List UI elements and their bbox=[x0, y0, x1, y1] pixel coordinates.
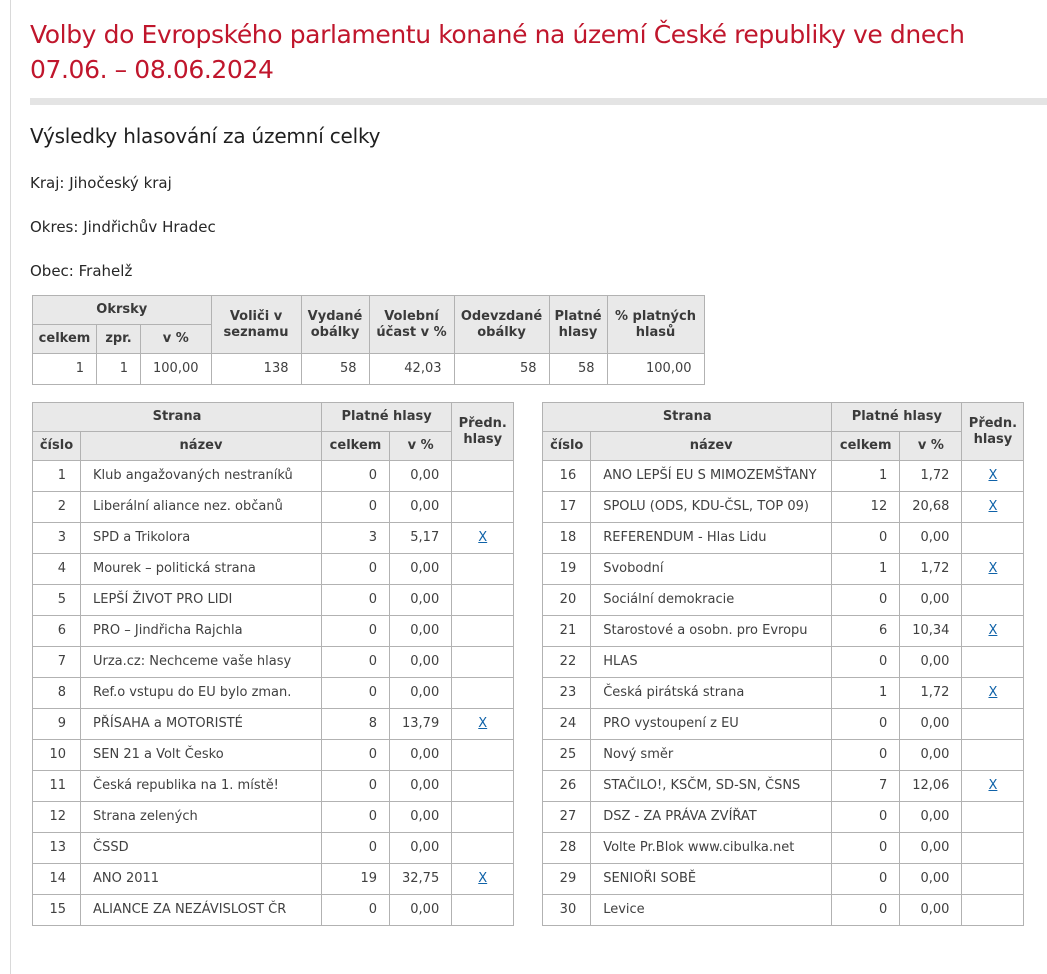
party-votes-cell: 0 bbox=[322, 678, 390, 709]
party-percent-cell: 0,00 bbox=[390, 492, 452, 523]
pref-votes-cell bbox=[962, 864, 1024, 895]
party-name-cell: ANO 2011 bbox=[81, 864, 322, 895]
header-celkem: celkem bbox=[832, 432, 900, 461]
party-number-cell: 25 bbox=[543, 740, 591, 771]
party-row bbox=[543, 771, 1024, 802]
party-row bbox=[33, 492, 514, 523]
party-percent-cell: 0,00 bbox=[900, 740, 962, 771]
pref-votes-cell bbox=[452, 771, 514, 802]
header-volici-v-seznamu: Voliči v seznamu bbox=[211, 296, 301, 354]
party-votes-cell: 0 bbox=[322, 492, 390, 523]
party-percent-cell: 5,17 bbox=[390, 523, 452, 554]
header-cislo: číslo bbox=[543, 432, 591, 461]
party-name-cell: Svobodní bbox=[591, 554, 832, 585]
party-number-cell: 1 bbox=[33, 461, 81, 492]
preferential-votes-link[interactable]: X bbox=[988, 623, 998, 638]
party-tables-container bbox=[32, 402, 1047, 926]
party-name-cell: Nový směr bbox=[591, 740, 832, 771]
party-name-cell: SPOLU (ODS, KDU-ČSL, TOP 09) bbox=[591, 492, 832, 523]
okres-label: Okres: bbox=[30, 218, 79, 236]
party-row bbox=[33, 771, 514, 802]
region-line-okres bbox=[30, 218, 1047, 236]
party-percent-cell: 0,00 bbox=[390, 616, 452, 647]
party-number-cell: 8 bbox=[33, 678, 81, 709]
party-row bbox=[543, 523, 1024, 554]
party-name-cell: Česká pirátská strana bbox=[591, 678, 832, 709]
party-percent-cell: 1,72 bbox=[900, 678, 962, 709]
party-percent-cell: 1,72 bbox=[900, 554, 962, 585]
party-number-cell: 7 bbox=[33, 647, 81, 678]
section-title: Výsledky hlasování za územní celky bbox=[30, 124, 381, 148]
region-line-kraj bbox=[30, 174, 1047, 192]
pref-votes-cell bbox=[962, 554, 1024, 585]
pref-votes-cell bbox=[452, 647, 514, 678]
pref-votes-cell bbox=[452, 709, 514, 740]
party-number-cell: 3 bbox=[33, 523, 81, 554]
pref-votes-cell bbox=[452, 740, 514, 771]
header-okrsky-group: Okrsky bbox=[33, 296, 212, 325]
pref-votes-cell bbox=[962, 678, 1024, 709]
party-name-cell: Liberální aliance nez. občanů bbox=[81, 492, 322, 523]
party-votes-cell: 1 bbox=[832, 461, 900, 492]
kraj-label: Kraj: bbox=[30, 174, 65, 192]
party-percent-cell: 0,00 bbox=[390, 771, 452, 802]
party-row bbox=[33, 678, 514, 709]
party-number-cell: 9 bbox=[33, 709, 81, 740]
party-votes-cell: 0 bbox=[322, 554, 390, 585]
pref-votes-cell bbox=[962, 585, 1024, 616]
party-name-cell: PRO vystoupení z EU bbox=[591, 709, 832, 740]
party-percent-cell: 20,68 bbox=[900, 492, 962, 523]
preferential-votes-link[interactable]: X bbox=[988, 499, 998, 514]
party-number-cell: 22 bbox=[543, 647, 591, 678]
header-okrsky-zpr: zpr. bbox=[97, 325, 141, 354]
cell-vydane: 58 bbox=[301, 354, 369, 385]
header-vydane-obalky: Vydané obálky bbox=[301, 296, 369, 354]
party-percent-cell: 13,79 bbox=[390, 709, 452, 740]
party-percent-cell: 0,00 bbox=[390, 554, 452, 585]
party-percent-cell: 0,00 bbox=[900, 802, 962, 833]
pref-votes-cell bbox=[452, 554, 514, 585]
header-vpct: v % bbox=[390, 432, 452, 461]
party-name-cell: Klub angažovaných nestraníků bbox=[81, 461, 322, 492]
party-number-cell: 6 bbox=[33, 616, 81, 647]
party-percent-cell: 0,00 bbox=[390, 802, 452, 833]
header-predn-hlasy: Předn. hlasy bbox=[452, 403, 514, 461]
preferential-votes-link[interactable]: X bbox=[478, 716, 488, 731]
party-percent-cell: 0,00 bbox=[900, 833, 962, 864]
preferential-votes-link[interactable]: X bbox=[988, 468, 998, 483]
party-number-cell: 28 bbox=[543, 833, 591, 864]
party-votes-cell: 6 bbox=[832, 616, 900, 647]
party-percent-cell: 0,00 bbox=[390, 678, 452, 709]
party-percent-cell: 0,00 bbox=[390, 647, 452, 678]
party-votes-cell: 7 bbox=[832, 771, 900, 802]
party-row bbox=[33, 523, 514, 554]
party-name-cell: Volte Pr.Blok www.cibulka.net bbox=[591, 833, 832, 864]
header-okrsky-vpct: v % bbox=[141, 325, 212, 354]
party-votes-cell: 0 bbox=[832, 585, 900, 616]
header-okrsky-celkem: celkem bbox=[33, 325, 97, 354]
party-name-cell: SPD a Trikolora bbox=[81, 523, 322, 554]
party-name-cell: Ref.o vstupu do EU bylo zman. bbox=[81, 678, 322, 709]
party-votes-cell: 0 bbox=[322, 833, 390, 864]
party-row bbox=[543, 554, 1024, 585]
pref-votes-cell bbox=[452, 585, 514, 616]
party-percent-cell: 1,72 bbox=[900, 461, 962, 492]
party-percent-cell: 0,00 bbox=[390, 895, 452, 926]
party-votes-cell: 0 bbox=[322, 802, 390, 833]
party-number-cell: 19 bbox=[543, 554, 591, 585]
party-votes-cell: 0 bbox=[832, 895, 900, 926]
pref-votes-cell bbox=[962, 492, 1024, 523]
pref-votes-cell bbox=[452, 802, 514, 833]
party-name-cell: Levice bbox=[591, 895, 832, 926]
party-number-cell: 5 bbox=[33, 585, 81, 616]
party-percent-cell: 32,75 bbox=[390, 864, 452, 895]
party-name-cell: Urza.cz: Nechceme vaše hlasy bbox=[81, 647, 322, 678]
cell-ucast: 42,03 bbox=[369, 354, 454, 385]
preferential-votes-link[interactable]: X bbox=[988, 561, 998, 576]
party-name-cell: Mourek – politická strana bbox=[81, 554, 322, 585]
party-percent-cell: 0,00 bbox=[900, 647, 962, 678]
pref-votes-cell bbox=[452, 678, 514, 709]
preferential-votes-link[interactable]: X bbox=[988, 685, 998, 700]
party-number-cell: 10 bbox=[33, 740, 81, 771]
summary-row bbox=[33, 354, 705, 385]
party-table-right bbox=[542, 402, 1024, 926]
pref-votes-cell bbox=[452, 833, 514, 864]
party-row bbox=[543, 895, 1024, 926]
cell-platne: 58 bbox=[549, 354, 607, 385]
pref-votes-cell bbox=[962, 833, 1024, 864]
party-name-cell: PŘÍSAHA a MOTORISTÉ bbox=[81, 709, 322, 740]
party-number-cell: 13 bbox=[33, 833, 81, 864]
pref-votes-cell bbox=[452, 864, 514, 895]
party-name-cell: REFERENDUM - Hlas Lidu bbox=[591, 523, 832, 554]
party-percent-cell: 0,00 bbox=[390, 833, 452, 864]
party-name-cell: ALIANCE ZA NEZÁVISLOST ČR bbox=[81, 895, 322, 926]
party-row bbox=[33, 895, 514, 926]
pref-votes-cell bbox=[962, 740, 1024, 771]
party-name-cell: SENIOŘI SOBĚ bbox=[591, 864, 832, 895]
header-platne-hlasy-group: Platné hlasy bbox=[832, 403, 962, 432]
party-votes-cell: 0 bbox=[832, 523, 900, 554]
party-row bbox=[543, 833, 1024, 864]
page-title: Volby do Evropského parlamentu konané na území České republiky ve dnech 07.06. – 08.06.2024 bbox=[30, 20, 965, 84]
party-percent-cell: 0,00 bbox=[390, 740, 452, 771]
pref-votes-cell bbox=[962, 771, 1024, 802]
party-row bbox=[33, 647, 514, 678]
obec-label: Obec: bbox=[30, 262, 74, 280]
party-number-cell: 2 bbox=[33, 492, 81, 523]
party-row bbox=[33, 554, 514, 585]
summary-table bbox=[32, 295, 705, 385]
party-row bbox=[33, 833, 514, 864]
pref-votes-cell bbox=[962, 709, 1024, 740]
header-platne-hlasy-group: Platné hlasy bbox=[322, 403, 452, 432]
pref-votes-cell bbox=[962, 802, 1024, 833]
party-votes-cell: 1 bbox=[832, 554, 900, 585]
pref-votes-cell bbox=[452, 523, 514, 554]
party-votes-cell: 3 bbox=[322, 523, 390, 554]
party-name-cell: HLAS bbox=[591, 647, 832, 678]
party-row bbox=[543, 740, 1024, 771]
party-row bbox=[543, 864, 1024, 895]
pref-votes-cell bbox=[452, 616, 514, 647]
header-predn-hlasy: Předn. hlasy bbox=[962, 403, 1024, 461]
party-votes-cell: 0 bbox=[322, 616, 390, 647]
party-name-cell: ČSSD bbox=[81, 833, 322, 864]
pref-votes-cell bbox=[962, 523, 1024, 554]
party-table-left bbox=[32, 402, 514, 926]
party-table-right-body bbox=[543, 461, 1024, 926]
party-votes-cell: 0 bbox=[322, 740, 390, 771]
party-row bbox=[33, 585, 514, 616]
party-number-cell: 20 bbox=[543, 585, 591, 616]
cell-volici: 138 bbox=[211, 354, 301, 385]
party-votes-cell: 1 bbox=[832, 678, 900, 709]
party-row bbox=[33, 616, 514, 647]
party-row bbox=[543, 585, 1024, 616]
pref-votes-cell bbox=[452, 492, 514, 523]
cell-odevzdane: 58 bbox=[454, 354, 549, 385]
party-row bbox=[543, 647, 1024, 678]
header-cislo: číslo bbox=[33, 432, 81, 461]
party-name-cell: ANO LEPŠÍ EU S MIMOZEMŠŤANY bbox=[591, 461, 832, 492]
party-percent-cell: 12,06 bbox=[900, 771, 962, 802]
party-percent-cell: 10,34 bbox=[900, 616, 962, 647]
party-name-cell: Starostové a osobn. pro Evropu bbox=[591, 616, 832, 647]
header-celkem: celkem bbox=[322, 432, 390, 461]
party-row bbox=[543, 678, 1024, 709]
party-number-cell: 18 bbox=[543, 523, 591, 554]
cell-okrsky-zpr: 1 bbox=[97, 354, 141, 385]
party-votes-cell: 0 bbox=[832, 740, 900, 771]
party-row bbox=[543, 802, 1024, 833]
party-votes-cell: 12 bbox=[832, 492, 900, 523]
party-votes-cell: 0 bbox=[322, 771, 390, 802]
header-odevzdane-obalky: Odevzdané obálky bbox=[454, 296, 549, 354]
party-votes-cell: 0 bbox=[322, 895, 390, 926]
pref-votes-cell bbox=[962, 616, 1024, 647]
header-volebni-ucast: Volební účast v % bbox=[369, 296, 454, 354]
party-name-cell: DSZ - ZA PRÁVA ZVÍŘAT bbox=[591, 802, 832, 833]
divider bbox=[30, 98, 1047, 105]
party-number-cell: 21 bbox=[543, 616, 591, 647]
header-pct-platnych-hlasu: % platných hlasů bbox=[607, 296, 704, 354]
party-votes-cell: 0 bbox=[832, 802, 900, 833]
pref-votes-cell bbox=[962, 895, 1024, 926]
party-votes-cell: 0 bbox=[322, 647, 390, 678]
party-percent-cell: 0,00 bbox=[390, 585, 452, 616]
party-votes-cell: 19 bbox=[322, 864, 390, 895]
party-number-cell: 15 bbox=[33, 895, 81, 926]
party-number-cell: 30 bbox=[543, 895, 591, 926]
party-name-cell: STAČILO!, KSČM, SD-SN, ČSNS bbox=[591, 771, 832, 802]
preferential-votes-link[interactable]: X bbox=[478, 871, 488, 886]
party-row bbox=[33, 864, 514, 895]
party-row bbox=[33, 802, 514, 833]
header-vpct: v % bbox=[900, 432, 962, 461]
party-name-cell: LEPŠÍ ŽIVOT PRO LIDI bbox=[81, 585, 322, 616]
party-percent-cell: 0,00 bbox=[900, 523, 962, 554]
party-number-cell: 16 bbox=[543, 461, 591, 492]
party-number-cell: 14 bbox=[33, 864, 81, 895]
party-number-cell: 29 bbox=[543, 864, 591, 895]
party-name-cell: SEN 21 a Volt Česko bbox=[81, 740, 322, 771]
cell-platnych: 100,00 bbox=[607, 354, 704, 385]
party-number-cell: 12 bbox=[33, 802, 81, 833]
party-percent-cell: 0,00 bbox=[900, 709, 962, 740]
party-row bbox=[33, 740, 514, 771]
header-nazev: název bbox=[81, 432, 322, 461]
party-votes-cell: 0 bbox=[322, 461, 390, 492]
obec-value: Frahelž bbox=[78, 262, 133, 280]
party-name-cell: PRO – Jindřicha Rajchla bbox=[81, 616, 322, 647]
cell-okrsky-celkem: 1 bbox=[33, 354, 97, 385]
header-platne-hlasy: Platné hlasy bbox=[549, 296, 607, 354]
party-votes-cell: 0 bbox=[832, 833, 900, 864]
party-table-left-body bbox=[33, 461, 514, 926]
party-number-cell: 17 bbox=[543, 492, 591, 523]
pref-votes-cell bbox=[962, 647, 1024, 678]
party-percent-cell: 0,00 bbox=[900, 585, 962, 616]
okres-value: Jindřichův Hradec bbox=[83, 218, 216, 236]
party-row bbox=[543, 709, 1024, 740]
party-votes-cell: 0 bbox=[832, 864, 900, 895]
party-name-cell: Sociální demokracie bbox=[591, 585, 832, 616]
header-nazev: název bbox=[591, 432, 832, 461]
party-votes-cell: 0 bbox=[832, 647, 900, 678]
party-number-cell: 26 bbox=[543, 771, 591, 802]
preferential-votes-link[interactable]: X bbox=[988, 778, 998, 793]
party-row bbox=[543, 492, 1024, 523]
pref-votes-cell bbox=[962, 461, 1024, 492]
party-percent-cell: 0,00 bbox=[900, 864, 962, 895]
preferential-votes-link[interactable]: X bbox=[478, 530, 488, 545]
page-container bbox=[10, 0, 1047, 974]
party-votes-cell: 0 bbox=[832, 709, 900, 740]
cell-okrsky-vpct: 100,00 bbox=[141, 354, 212, 385]
party-row bbox=[33, 461, 514, 492]
party-votes-cell: 0 bbox=[322, 585, 390, 616]
header-strana: Strana bbox=[33, 403, 322, 432]
party-votes-cell: 8 bbox=[322, 709, 390, 740]
header-strana: Strana bbox=[543, 403, 832, 432]
party-name-cell: Česká republika na 1. místě! bbox=[81, 771, 322, 802]
party-row bbox=[543, 616, 1024, 647]
party-number-cell: 11 bbox=[33, 771, 81, 802]
region-line-obec bbox=[30, 262, 1047, 280]
party-number-cell: 23 bbox=[543, 678, 591, 709]
pref-votes-cell bbox=[452, 895, 514, 926]
party-row bbox=[543, 461, 1024, 492]
pref-votes-cell bbox=[452, 461, 514, 492]
party-percent-cell: 0,00 bbox=[390, 461, 452, 492]
party-row bbox=[33, 709, 514, 740]
kraj-value: Jihočeský kraj bbox=[69, 174, 172, 192]
party-name-cell: Strana zelených bbox=[81, 802, 322, 833]
party-number-cell: 27 bbox=[543, 802, 591, 833]
party-number-cell: 24 bbox=[543, 709, 591, 740]
party-percent-cell: 0,00 bbox=[900, 895, 962, 926]
party-number-cell: 4 bbox=[33, 554, 81, 585]
